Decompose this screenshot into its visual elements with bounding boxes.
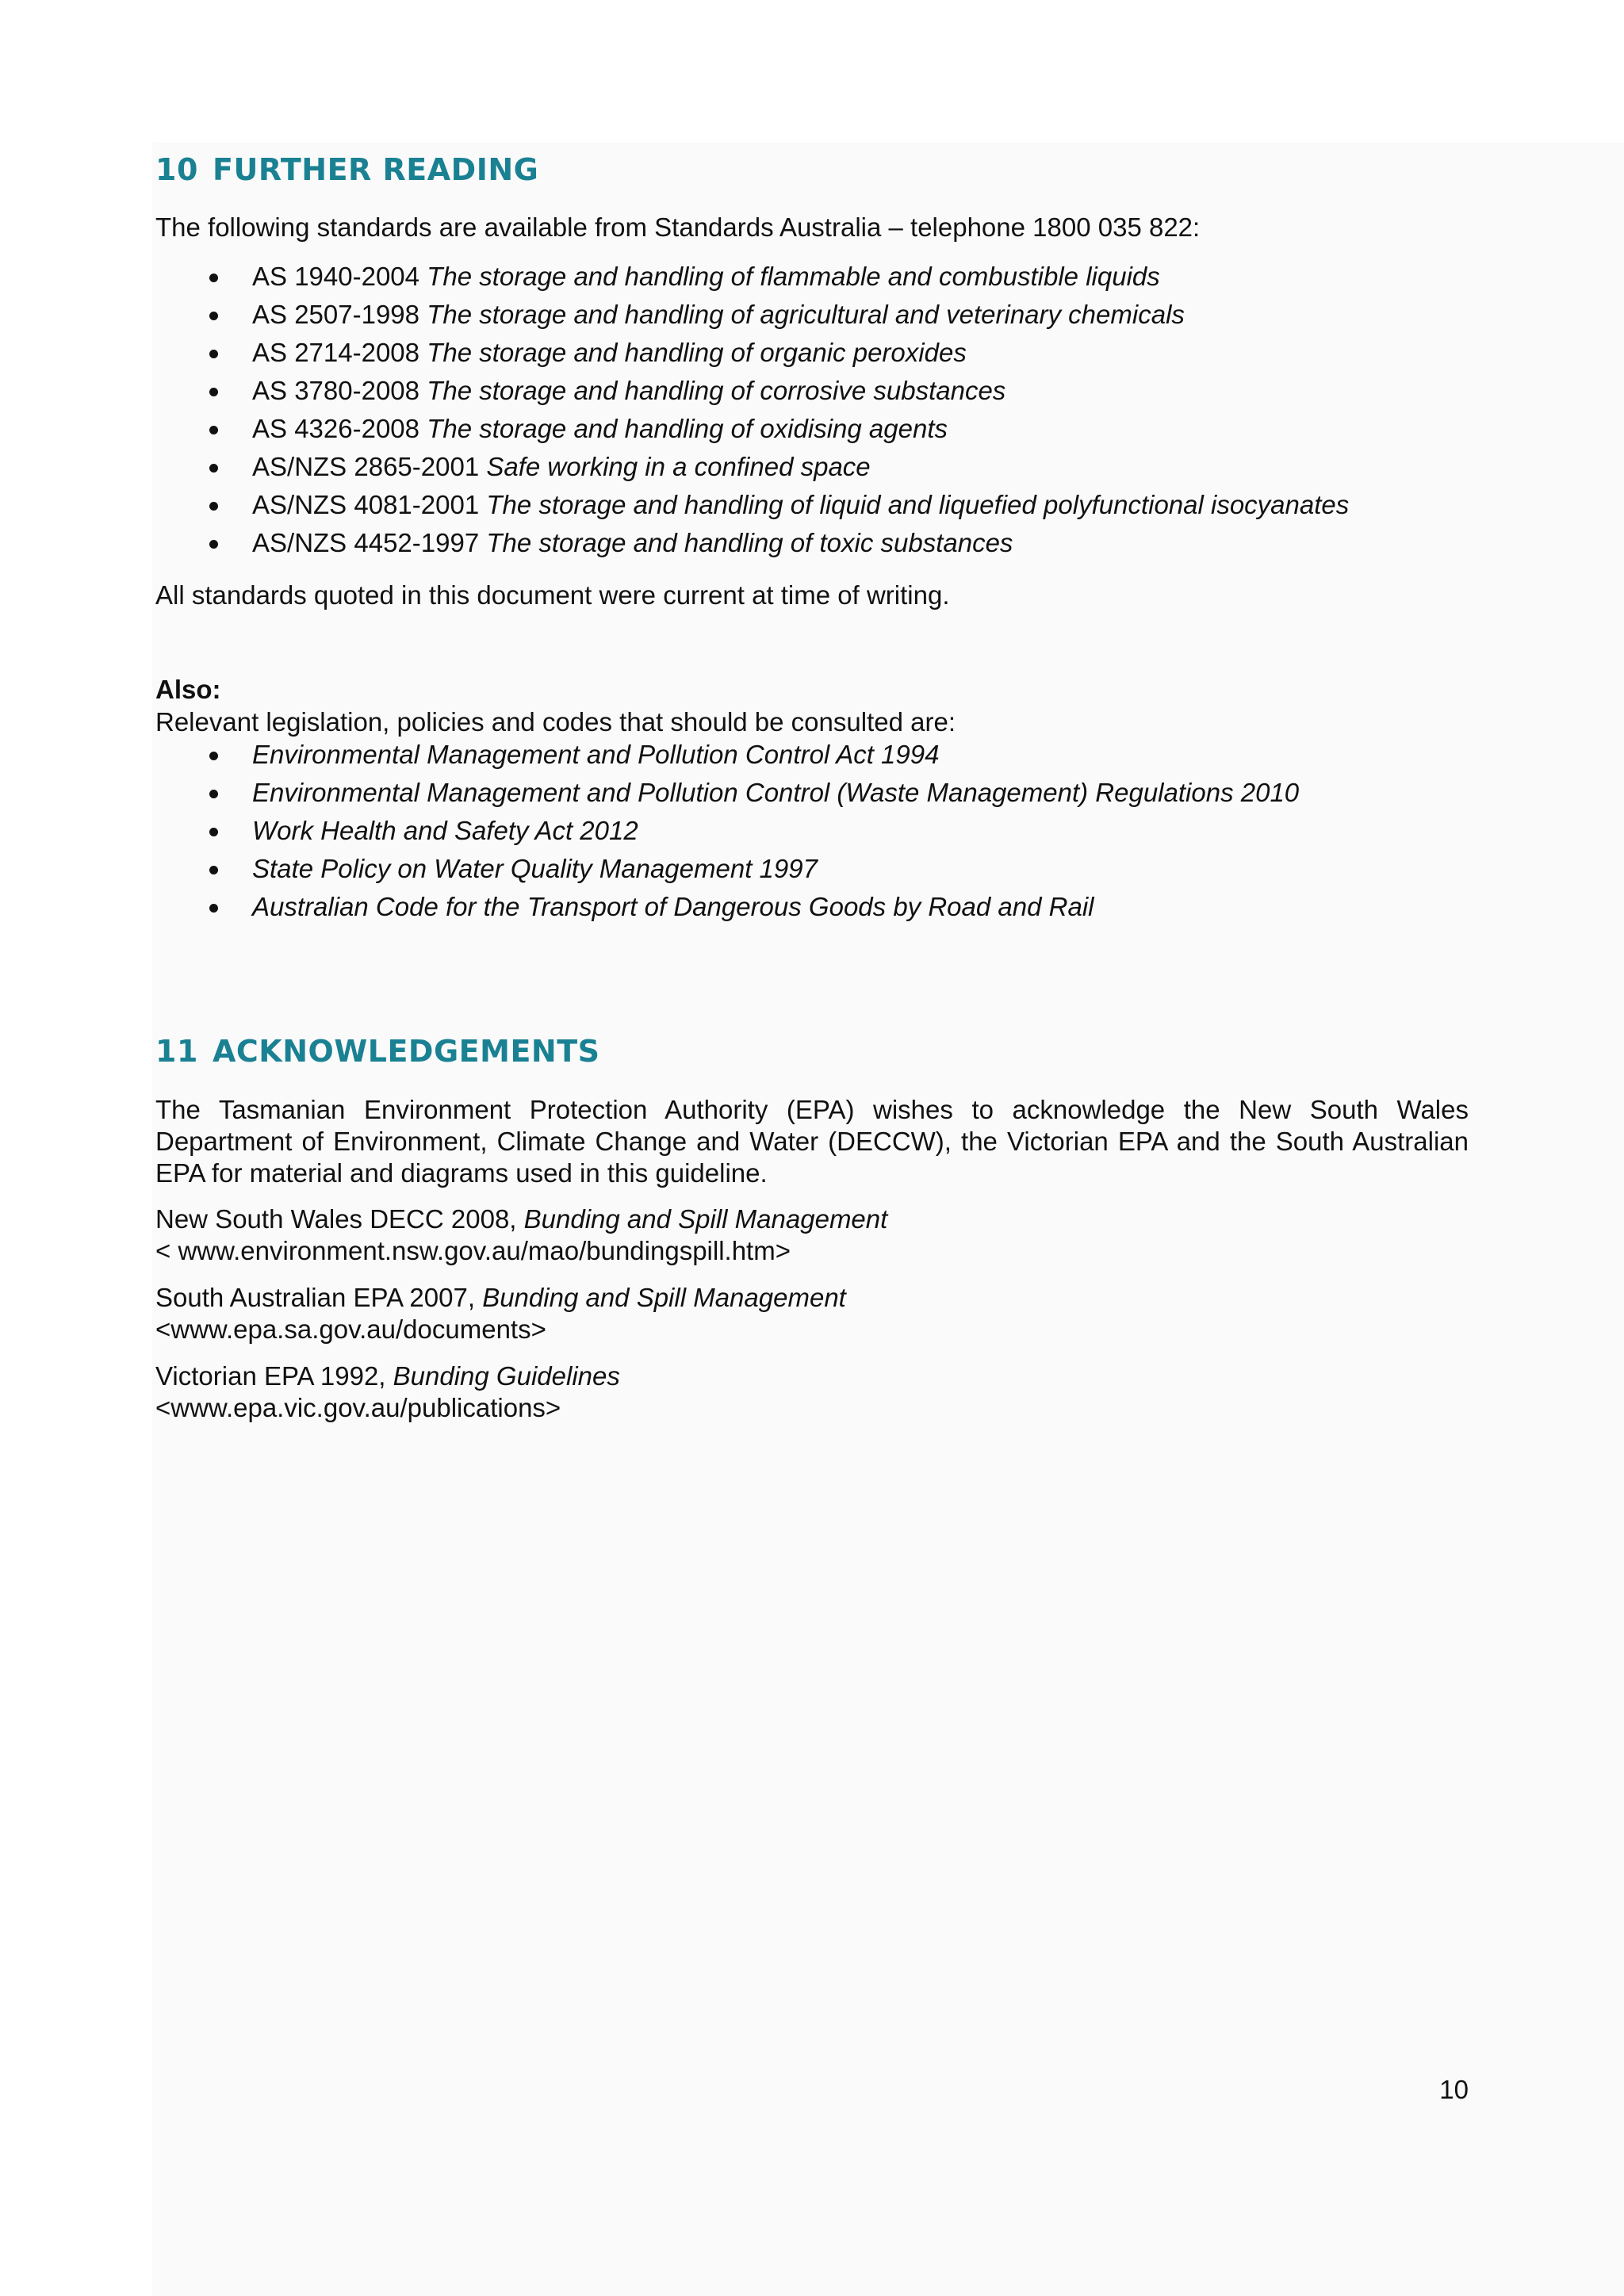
standard-title: The storage and handling of flammable and combustible liquids [427, 262, 1160, 291]
standard-title: The storage and handling of corrosive substances [427, 376, 1006, 405]
standard-title: Safe working in a confined space [486, 452, 871, 481]
standard-code: AS 4326-2008 [252, 414, 420, 443]
reference-item [155, 1360, 620, 1424]
standard-title: The storage and handling of toxic substances [486, 528, 1013, 557]
legislation-title: Australian Code for the Transport of Dangerous Goods by Road and Rail [252, 892, 1094, 921]
standard-code: AS 2714-2008 [252, 338, 420, 367]
legislation-title: State Policy on Water Quality Management 1997 [252, 854, 818, 883]
standards-list [155, 261, 1349, 565]
legislation-title: Work Health and Safety Act 2012 [252, 816, 638, 845]
list-item [155, 413, 1349, 451]
section-title: FURTHER READING [213, 152, 539, 187]
bullet-icon [209, 350, 218, 358]
bullet-icon [209, 752, 218, 760]
bullet-icon [209, 274, 218, 282]
standards-intro: The following standards are available from Standards Australia – telephone 1800 035 822: [155, 212, 1201, 242]
list-item [155, 489, 1349, 527]
also-intro: Relevant legislation, policies and codes that should be consulted are: [155, 707, 956, 737]
list-item [155, 777, 1299, 815]
legislation-list [155, 739, 1299, 929]
list-item [155, 299, 1349, 337]
reference-title: Bunding Guidelines [393, 1361, 620, 1391]
bullet-icon [209, 540, 218, 549]
page-number: 10 [1439, 2075, 1469, 2104]
acknowledgements-body: The Tasmanian Environment Protection Authority (EPA) wishes to acknowledge the New South Wales Department of Environment, Climate Change and Water (DECCW), the Victorian EPA and the South Australian EPA for material and diagrams used in this guideline. [155, 1095, 1469, 1188]
standard-title: The storage and handling of organic peroxides [427, 338, 967, 367]
section-heading-further-reading [155, 152, 538, 187]
section-number: 10 [155, 152, 198, 187]
section-heading-acknowledgements [155, 1034, 600, 1069]
section-number: 11 [155, 1034, 198, 1069]
reference-url[interactable]: <www.epa.vic.gov.au/publications> [155, 1393, 561, 1422]
legislation-title: Environmental Management and Pollution Control Act 1994 [252, 740, 940, 769]
list-item [155, 891, 1299, 929]
standard-code: AS/NZS 2865-2001 [252, 452, 480, 481]
list-item [155, 337, 1349, 375]
legislation-title: Environmental Management and Pollution Control (Waste Management) Regulations 2010 [252, 778, 1300, 807]
bullet-icon [209, 502, 218, 511]
bullet-icon [209, 790, 218, 798]
reference-url[interactable]: < www.environment.nsw.gov.au/mao/bundingspill.htm> [155, 1236, 791, 1265]
standards-current-note: All standards quoted in this document were current at time of writing. [155, 580, 950, 610]
bullet-icon [209, 312, 218, 320]
reference-item [155, 1203, 887, 1267]
list-item [155, 451, 1349, 489]
reference-url[interactable]: <www.epa.sa.gov.au/documents> [155, 1314, 546, 1344]
list-item [155, 815, 1299, 853]
bullet-icon [209, 828, 218, 836]
standard-code: AS 2507-1998 [252, 300, 420, 329]
standard-title: The storage and handling of liquid and liquefied polyfunctional isocyanates [486, 490, 1350, 519]
standard-code: AS/NZS 4081-2001 [252, 490, 480, 519]
standard-code: AS 1940-2004 [252, 262, 420, 291]
list-item [155, 739, 1299, 777]
reference-item [155, 1282, 846, 1345]
section-title: ACKNOWLEDGEMENTS [213, 1034, 600, 1069]
reference-title: Bunding and Spill Management [482, 1283, 846, 1312]
bullet-icon [209, 464, 218, 473]
list-item [155, 853, 1299, 891]
standard-title: The storage and handling of agricultural and veterinary chemicals [427, 300, 1185, 329]
reference-source: New South Wales DECC 2008, [155, 1204, 524, 1234]
list-item [155, 527, 1349, 565]
bullet-icon [209, 904, 218, 913]
bullet-icon [209, 426, 218, 434]
reference-source: South Australian EPA 2007, [155, 1283, 483, 1312]
also-label: Also: [155, 675, 221, 704]
bullet-icon [209, 866, 218, 874]
standard-title: The storage and handling of oxidising agents [427, 414, 948, 443]
reference-source: Victorian EPA 1992, [155, 1361, 393, 1391]
standard-code: AS/NZS 4452-1997 [252, 528, 480, 557]
list-item [155, 261, 1349, 299]
reference-title: Bunding and Spill Management [523, 1204, 888, 1234]
list-item [155, 375, 1349, 413]
bullet-icon [209, 388, 218, 396]
standard-code: AS 3780-2008 [252, 376, 420, 405]
